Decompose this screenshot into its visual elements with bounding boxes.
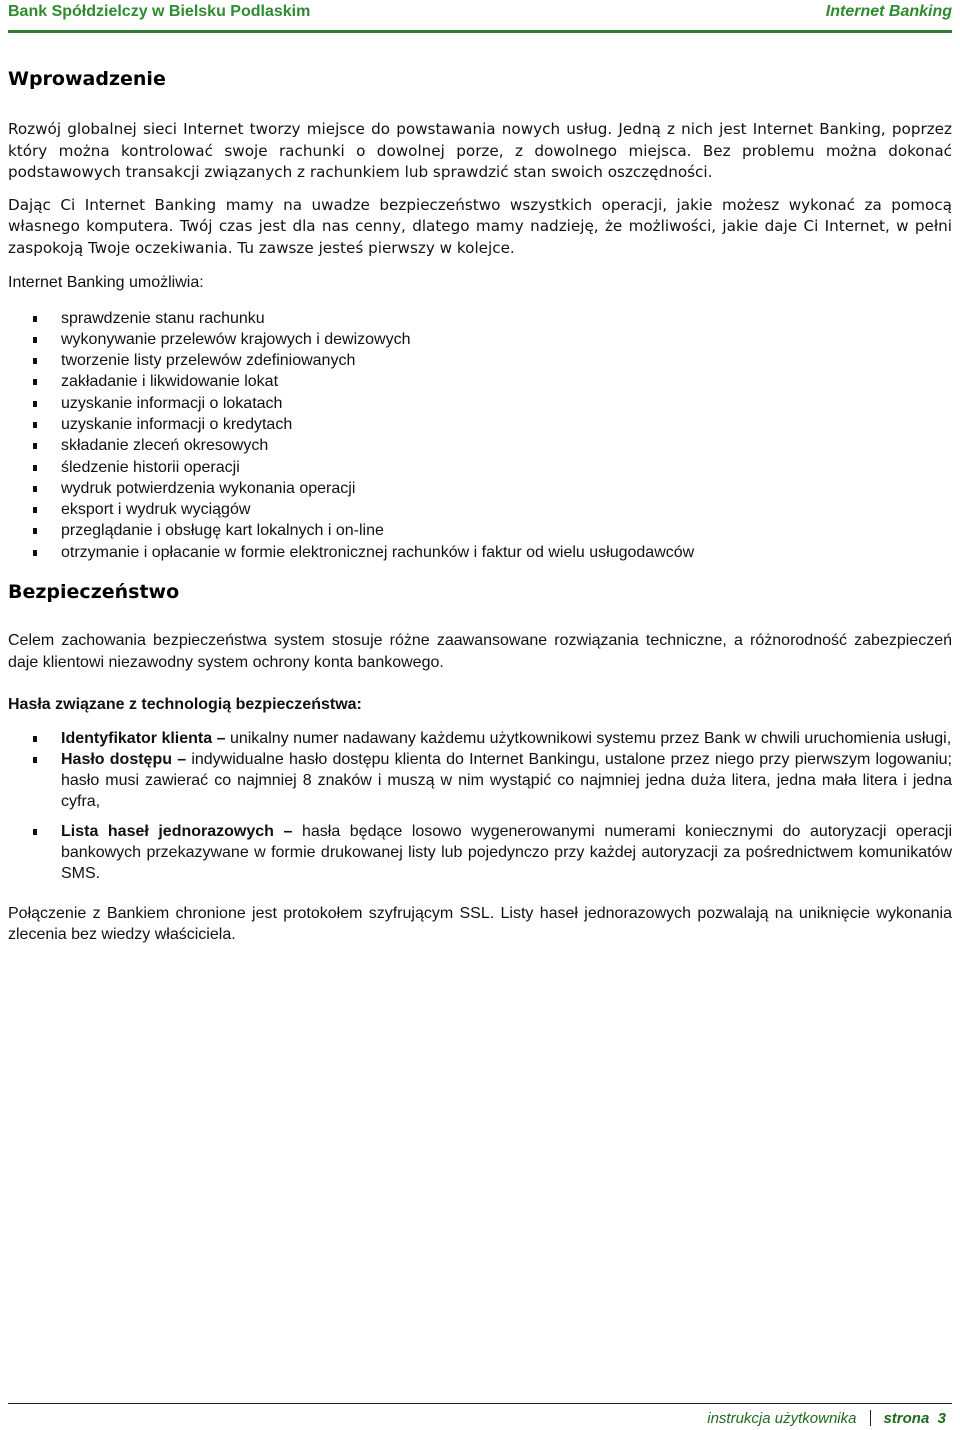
security-subheading: Hasła związane z technologią bezpieczeństwa: [8,696,362,714]
product-name: Internet Banking [825,3,952,20]
feature-item: eksport i wydruk wyciągów [8,499,952,520]
security-term-description: hasła będące losowo wygenerowanymi numerami koniecznymi do autoryzacji operacji bankowych przekazywane w formie drukowanej listy lub pojedynczo przy każdej autoryzacji za pośrednictwem komunikatów SMS. [61,822,953,883]
term-dash: – [212,729,230,747]
security-terms-list [8,728,952,885]
term-dash: – [273,822,302,840]
page-header [8,0,952,33]
footer-label: instrukcja użytkownika [707,1410,857,1427]
security-term-description: unikalny numer nadawany każdemu użytkownikowi systemu przez Bank w chwili uruchomienia usługi, [229,729,952,747]
feature-item: otrzymanie i opłacanie w formie elektronicznej rachunków i faktur od wielu usługodawców [8,542,952,563]
security-term-description: indywidualne hasło dostępu klienta do Internet Bankingu, ustalone przez niego przy pierwszym logowaniu; hasło musi zawierać co najmniej 8 znaków i muszą w nim wystąpić co najmniej jedna duża litera, jedna mała litera i jedna cyfra, [61,750,952,811]
security-term: Identyfikator klienta [61,729,213,747]
feature-item: uzyskanie informacji o lokatach [8,393,952,414]
security-term-item [8,749,952,813]
security-term-item [8,728,952,749]
security-term: Lista haseł jednorazowych [61,822,274,840]
feature-item: uzyskanie informacji o kredytach [8,414,952,435]
footer-page-number: 3 [937,1410,946,1427]
feature-item: składanie zleceń okresowych [8,435,952,456]
intro-paragraph-2: Dając Ci Internet Banking mamy na uwadze bezpieczeństwo wszystkich operacji, jakie możesz wykonać za pomocą własnego komputera. Twój czas jest dla nas cenny, dlatego mamy nadzieję, że możliwości, jakie daje Ci Internet, w pełni zaspokoją Twoje oczekiwania. Tu zawsze jesteś pierwszy w kolejce. [8,195,952,257]
intro-heading: Wprowadzenie [8,68,166,90]
ssl-paragraph: Połączenie z Bankiem chronione jest protokołem szyfrującym SSL. Listy haseł jednorazowych pozwalają na uniknięcie wykonania zlecenia bez wiedzy właściciela. [8,904,952,944]
security-heading: Bezpieczeństwo [8,581,180,604]
feature-item: wydruk potwierdzenia wykonania operacji [8,478,952,499]
intro-paragraph-1: Rozwój globalnej sieci Internet tworzy miejsce do powstawania nowych usług. Jedną z nich jest Internet Banking, poprzez który można kontrolować swoje rachunki o dowolnej porze, z dowolnego miejsca. Bez problemu można dokonać podstawowych transakcji związanych z rachunkiem lub sprawdzić stan swoich oszczędności. [8,120,952,181]
document-body [8,68,952,946]
security-term-item [8,821,952,885]
feature-item: śledzenie historii operacji [8,457,952,478]
feature-item: przeglądanie i obsługę kart lokalnych i on-line [8,520,952,541]
feature-item: zakładanie i likwidowanie lokat [8,371,952,392]
page-footer [8,1403,952,1430]
footer-page-label: strona [883,1410,930,1427]
term-dash: – [172,750,192,768]
feature-item: sprawdzenie stanu rachunku [8,308,952,329]
footer-text [707,1410,946,1427]
feature-item: wykonywanie przelewów krajowych i dewizowych [8,329,952,350]
footer-separator [870,1410,871,1426]
security-term: Hasło dostępu [61,750,172,768]
feature-item: tworzenie listy przelewów zdefiniowanych [8,350,952,371]
bank-name: Bank Spółdzielczy w Bielsku Podlaskim [8,3,311,20]
features-intro: Internet Banking umożliwia: [8,274,204,291]
security-paragraph: Celem zachowania bezpieczeństwa system stosuje różne zaawansowane rozwiązania techniczne, a różnorodność zabezpieczeń daje klientowi niezawodny system ochrony konta bankowego. [8,632,952,671]
features-list [8,308,952,564]
